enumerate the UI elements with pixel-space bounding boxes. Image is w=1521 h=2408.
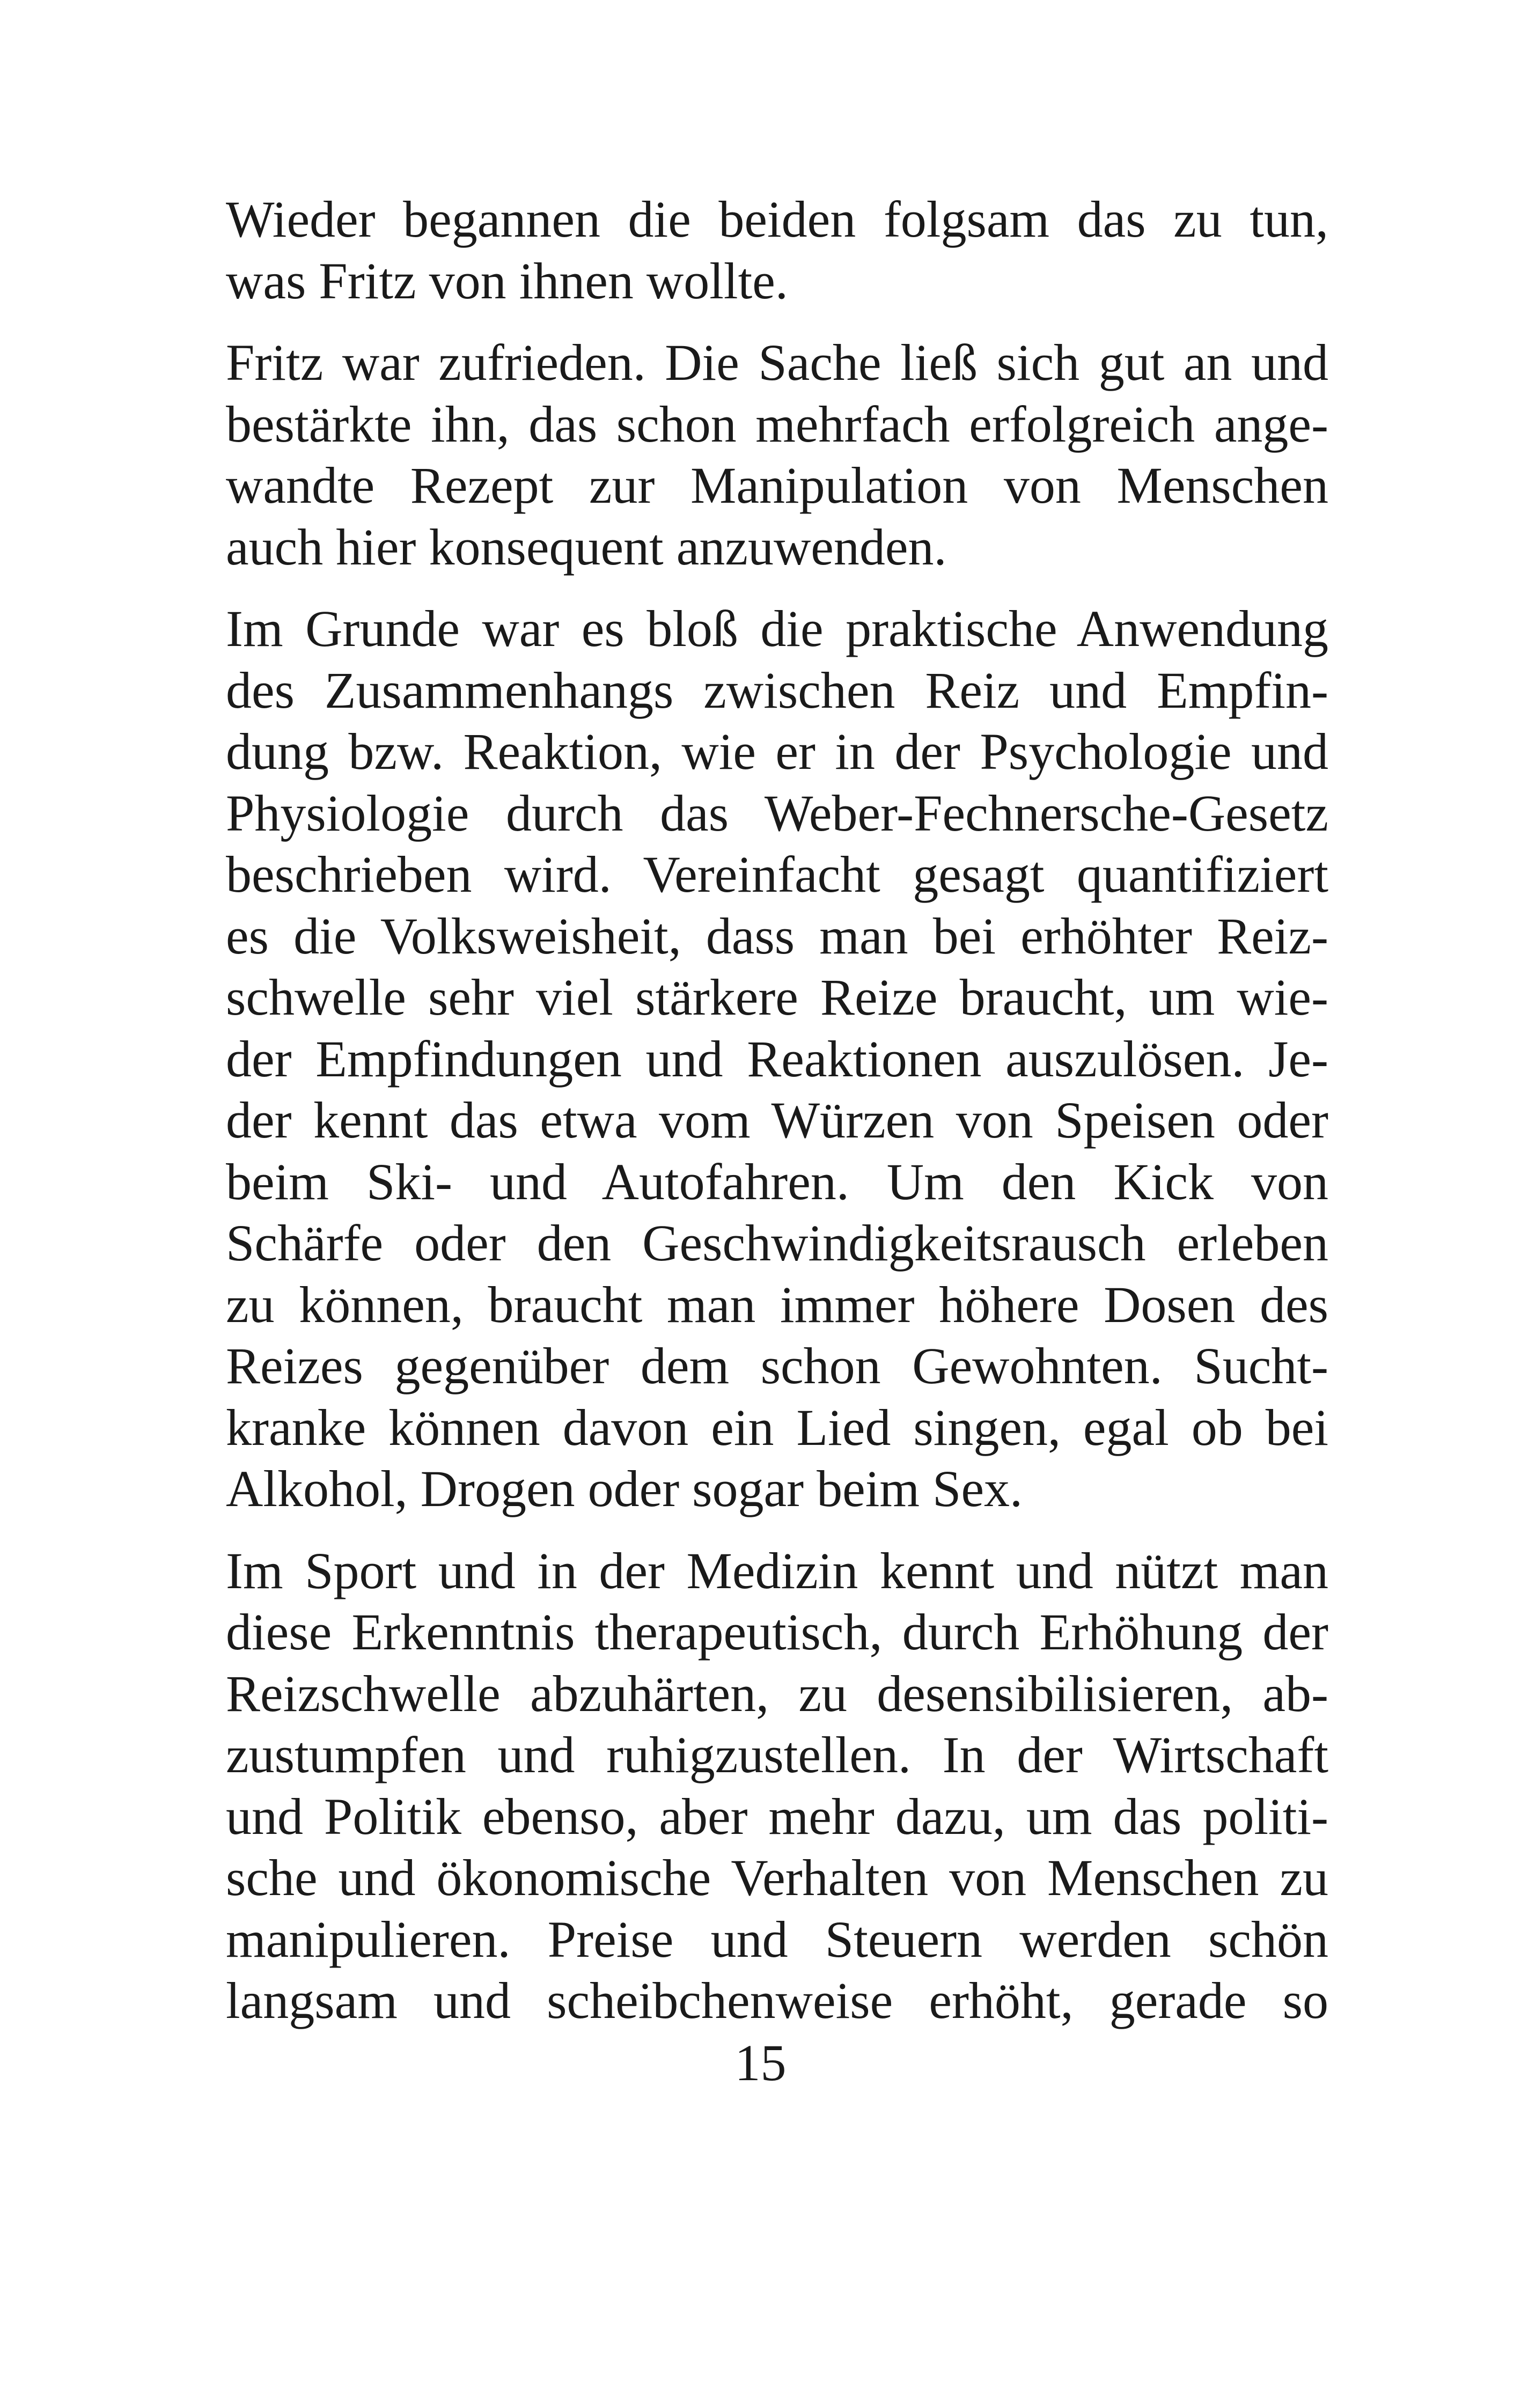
- text-line: zu können, braucht man immer höhere Dosen des: [226, 1275, 1328, 1333]
- text-line: kranke können davon ein Lied singen, egal ob bei: [226, 1398, 1328, 1456]
- text-line: manipulieren. Preise und Steuern werden schön: [226, 1910, 1328, 1968]
- text-line: des Zusammenhangs zwischen Reiz und Empfin-: [226, 661, 1328, 719]
- text-line: schwelle sehr viel stärkere Reize braucht, um wie-: [226, 968, 1328, 1026]
- text-line: dung bzw. Reaktion, wie er in der Psychologie und: [226, 723, 1328, 780]
- text-line: Wieder begannen die beiden folgsam das zu tun,: [226, 190, 1328, 248]
- text-line: und Politik ebenso, aber mehr dazu, um das politi-: [226, 1787, 1328, 1845]
- text-line: was Fritz von ihnen wollte.: [226, 252, 788, 310]
- text-line: bestärkte ihn, das schon mehrfach erfolgreich ange-: [226, 395, 1328, 453]
- text-line: zustumpfen und ruhigzustellen. In der Wirtschaft: [226, 1726, 1328, 1783]
- text-line: der kennt das etwa vom Würzen von Speisen oder: [226, 1091, 1328, 1149]
- text-line: beim Ski- und Autofahren. Um den Kick von: [226, 1152, 1328, 1210]
- text-line: wandte Rezept zur Manipulation von Menschen: [226, 457, 1328, 514]
- text-line: es die Volksweisheit, dass man bei erhöhter Reiz-: [226, 907, 1328, 965]
- text-line: Reizschwelle abzuhärten, zu desensibilisieren, ab-: [226, 1664, 1328, 1722]
- paragraph-3: [226, 598, 1328, 1520]
- text-line: Physiologie durch das Weber-Fechnersche-Gesetz: [226, 784, 1328, 842]
- text-line: Im Grunde war es bloß die praktische Anwendung: [226, 600, 1328, 657]
- text-line: langsam und scheibchenweise erhöht, gerade so: [226, 1972, 1328, 2029]
- text-line: Reizes gegenüber dem schon Gewohnten. Sucht-: [226, 1337, 1328, 1394]
- text-line: der Empfindungen und Reaktionen auszulösen. Je-: [226, 1030, 1328, 1088]
- paragraph-2: [226, 332, 1328, 578]
- text-line: auch hier konsequent anzuwenden.: [226, 518, 947, 576]
- text-line: sche und ökonomische Verhalten von Menschen zu: [226, 1849, 1328, 1906]
- text-line: diese Erkenntnis therapeutisch, durch Erhöhung der: [226, 1603, 1328, 1661]
- text-line: Fritz war zufrieden. Die Sache ließ sich gut an und: [226, 334, 1328, 391]
- text-line: beschrieben wird. Vereinfacht gesagt quantifiziert: [226, 846, 1328, 903]
- page-number: 15: [734, 2034, 787, 2091]
- text-line: Schärfe oder den Geschwindigkeitsrausch erleben: [226, 1214, 1328, 1272]
- text-line: Alkohol, Drogen oder sogar beim Sex.: [226, 1460, 1023, 1517]
- body-text: [226, 189, 1328, 2052]
- text-line: Im Sport und in der Medizin kennt und nützt man: [226, 1541, 1328, 1599]
- paragraph-4: [226, 1540, 1328, 2032]
- paragraph-1: [226, 189, 1328, 312]
